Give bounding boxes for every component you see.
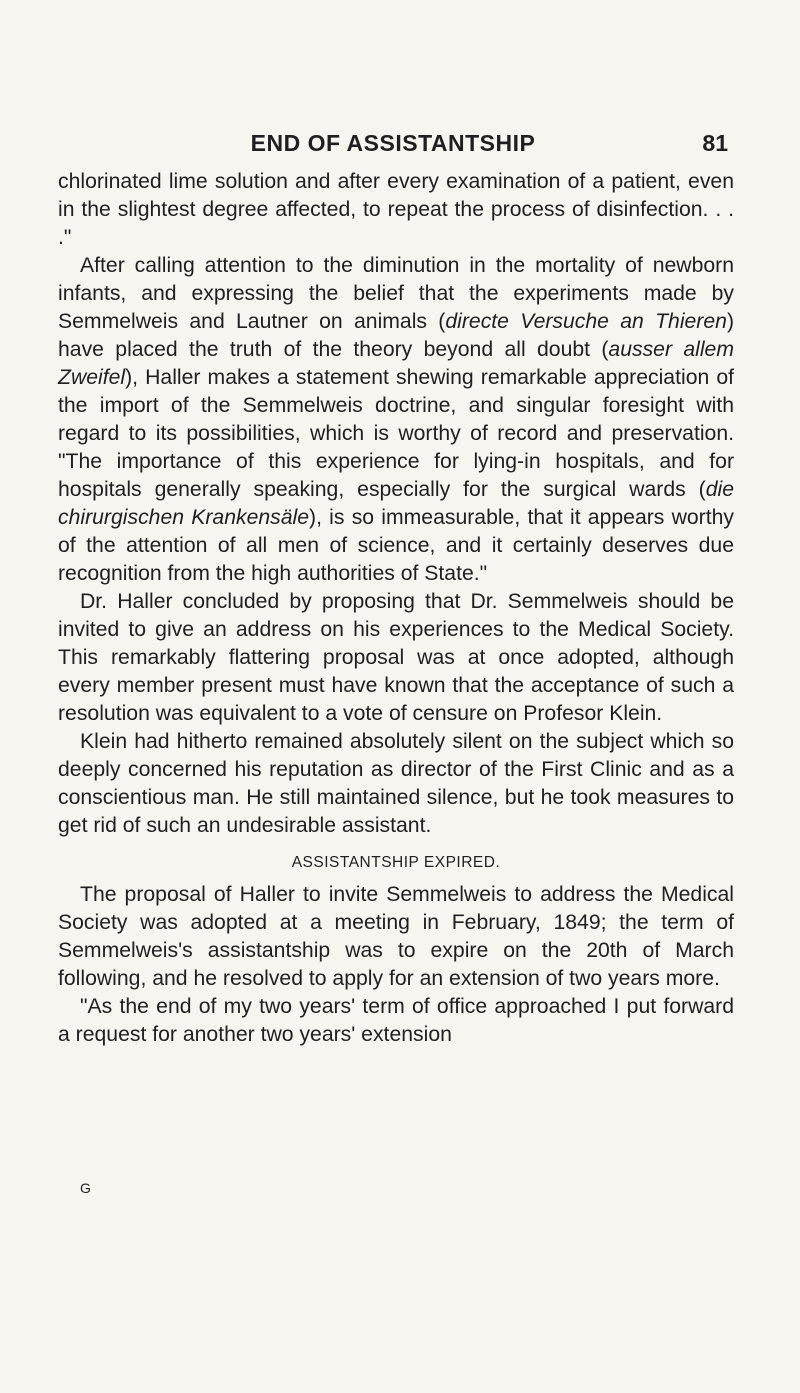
running-title: END OF ASSISTANTSHIP <box>250 130 536 156</box>
paragraph-2-part-d: ), is so immeasurable, that it appears worthy of the attention of all men of science, and it certainly deserves due recognition from the high authorities of State." <box>58 506 734 585</box>
paragraph-2-part-c: ), Haller makes a statement shewing remarkable appreciation of the import of the Semmelweis doctrine, and singular foresight with regard to its possibilities, which is worthy of record and preservation. "The importance of this experience for lying-in hospitals, and for hospitals generally speaking, especially for the surgical wards ( <box>58 366 734 501</box>
german-phrase-1: directe Versuche an Thieren <box>445 310 727 333</box>
page-header <box>58 128 728 162</box>
paragraph-4: Klein had hitherto remained absolutely silent on the subject which so deeply concerned his reputation as director of the First Clinic and as a conscientious man. He still maintained silence, but he took measures to get rid of such an undesirable assistant. <box>58 730 734 837</box>
body-text <box>58 168 734 1049</box>
paragraph-1: chlorinated lime solution and after every examination of a patient, even in the slightest degree affected, to repeat the process of disinfection. . . ." <box>58 170 734 249</box>
signature-mark: G <box>80 1180 92 1196</box>
section-heading: ASSISTANTSHIP EXPIRED. <box>291 854 501 871</box>
paragraph-2 <box>58 252 734 588</box>
german-phrase-2: ausser allem Zweifel <box>58 338 734 389</box>
paragraph-5: The proposal of Haller to invite Semmelweis to address the Medical Society was adopted at a meeting in February, 1849; the term of Semmelweis's assistantship was to expire on the 20th of March following, and he resolved to apply for an extension of two years more. <box>58 883 734 990</box>
german-phrase-3: die chirurgischen Krankensäle <box>58 478 734 529</box>
page-number: 81 <box>702 130 728 156</box>
paragraph-2-part-b: ) have placed the truth of the theory beyond all doubt ( <box>58 310 734 361</box>
paragraph-2-part-a: After calling attention to the diminution in the mortality of newborn infants, and expressing the belief that the experiments made by Semmelweis and Lautner on animals ( <box>58 254 734 333</box>
paragraph-3: Dr. Haller concluded by proposing that Dr. Semmelweis should be invited to give an address on his experiences to the Medical Society. This remarkably flattering proposal was at once adopted, although every member present must have known that the acceptance of such a resolution was equivalent to a vote of censure on Profesor Klein. <box>58 590 734 725</box>
paragraph-6: "As the end of my two years' term of office approached I put forward a request for another two years' extension <box>58 995 734 1046</box>
